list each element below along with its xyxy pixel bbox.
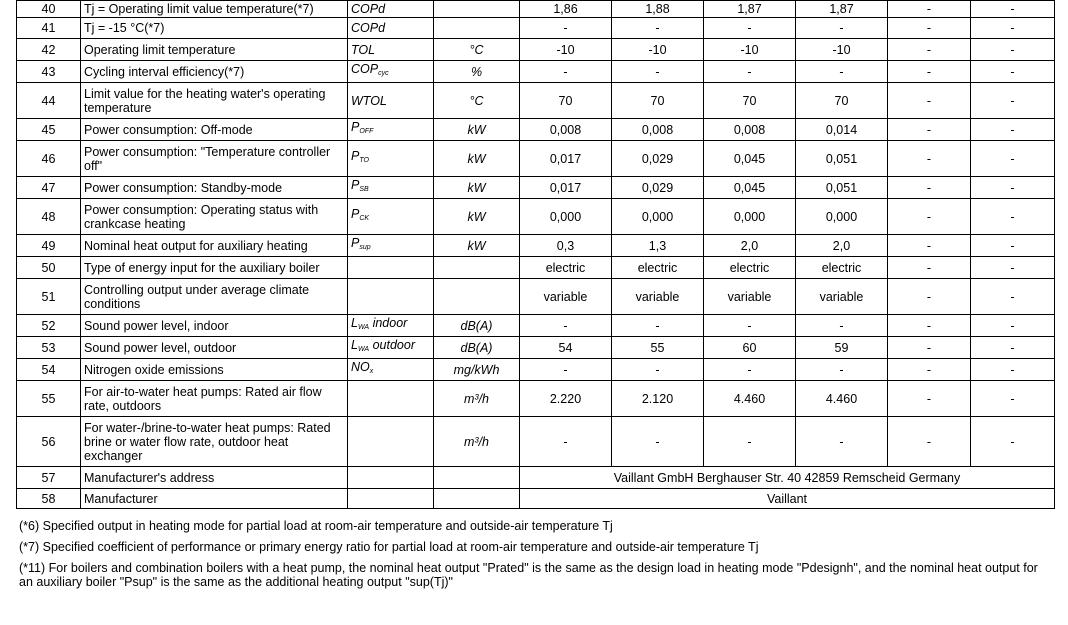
row-description: Type of energy input for the auxiliary boiler [81, 257, 348, 279]
row-number: 42 [17, 39, 81, 61]
symbol-subscript: TO [359, 157, 369, 164]
table-row [17, 257, 1055, 279]
symbol-main: P [351, 178, 360, 192]
row-unit: kW [434, 119, 520, 141]
empty-value-cell: - [888, 235, 971, 257]
value-cell: - [796, 315, 888, 337]
manufacturer-value: Vaillant [520, 489, 1055, 509]
table-row [17, 417, 1055, 467]
empty-value-cell: - [971, 18, 1055, 39]
row-description: Power consumption: Operating status with crankcase heating [81, 199, 348, 235]
table-row [17, 381, 1055, 417]
value-cell: 0,029 [612, 141, 704, 177]
value-cell: 1,86 [520, 1, 612, 18]
value-cell: 70 [520, 83, 612, 119]
value-cell: 0,045 [704, 177, 796, 199]
row-unit: kW [434, 177, 520, 199]
value-cell: 2.220 [520, 381, 612, 417]
symbol-main: COPd [351, 2, 386, 16]
value-cell: 0,3 [520, 235, 612, 257]
empty-value-cell: - [888, 381, 971, 417]
value-cell: 60 [704, 337, 796, 359]
symbol-main: COPd [351, 21, 386, 35]
row-symbol [348, 337, 434, 359]
row-description: Sound power level, outdoor [81, 337, 348, 359]
row-unit: dB(A) [434, 315, 520, 337]
symbol-subscript: SB [359, 186, 369, 193]
row-symbol [348, 61, 434, 83]
value-cell: electric [612, 257, 704, 279]
row-number: 53 [17, 337, 81, 359]
row-unit [434, 1, 520, 18]
value-cell: 2.120 [612, 381, 704, 417]
value-cell: electric [704, 257, 796, 279]
row-unit [434, 18, 520, 39]
value-cell: 1,87 [796, 1, 888, 18]
value-cell: 0,008 [520, 119, 612, 141]
row-symbol [348, 39, 434, 61]
value-cell: - [612, 315, 704, 337]
row-description: Tj = Operating limit value temperature(*7) [81, 1, 348, 18]
row-number: 44 [17, 83, 81, 119]
row-symbol [348, 417, 434, 467]
symbol-subscript: WA [357, 324, 370, 331]
empty-value-cell: - [971, 177, 1055, 199]
table-row [17, 141, 1055, 177]
value-cell: 0,000 [520, 199, 612, 235]
empty-value-cell: - [888, 177, 971, 199]
value-cell: -10 [796, 39, 888, 61]
row-description: Nitrogen oxide emissions [81, 359, 348, 381]
value-cell: 2,0 [796, 235, 888, 257]
row-description: Power consumption: "Temperature controller off" [81, 141, 348, 177]
symbol-main: WTOL [351, 93, 387, 108]
row-number: 49 [17, 235, 81, 257]
footnote-7: (*7) Specified coefficient of performance or primary energy ratio for partial load at room-air temperature and outside-air temperature Tj [19, 540, 759, 554]
value-cell: 4.460 [704, 381, 796, 417]
value-cell: - [520, 61, 612, 83]
symbol-subscript: x [369, 368, 374, 375]
value-cell: variable [704, 279, 796, 315]
row-description: For water-/brine-to-water heat pumps: Rated brine or water flow rate, outdoor heat exchanger [81, 417, 348, 467]
symbol-subscript: cyc [378, 70, 389, 77]
table-row [17, 279, 1055, 315]
value-cell: - [796, 359, 888, 381]
empty-value-cell: - [888, 1, 971, 18]
row-symbol [348, 489, 434, 509]
row-unit: mg/kWh [434, 359, 520, 381]
empty-value-cell: - [888, 359, 971, 381]
empty-value-cell: - [971, 315, 1055, 337]
empty-value-cell: - [971, 381, 1055, 417]
row-number: 58 [17, 489, 81, 509]
row-description: Tj = -15 °C(*7) [81, 18, 348, 39]
empty-value-cell: - [888, 257, 971, 279]
row-symbol [348, 279, 434, 315]
symbol-subscript: WA [357, 346, 370, 353]
row-symbol [348, 381, 434, 417]
row-unit: °C [434, 83, 520, 119]
row-description: Power consumption: Off-mode [81, 119, 348, 141]
value-cell: -10 [612, 39, 704, 61]
value-cell: 0,000 [612, 199, 704, 235]
value-cell: - [704, 315, 796, 337]
value-cell: electric [796, 257, 888, 279]
value-cell: 0,017 [520, 177, 612, 199]
row-number: 47 [17, 177, 81, 199]
empty-value-cell: - [888, 119, 971, 141]
value-cell: 0,008 [704, 119, 796, 141]
value-cell: variable [612, 279, 704, 315]
row-symbol [348, 467, 434, 489]
empty-value-cell: - [888, 337, 971, 359]
symbol-subscript: CK [359, 215, 370, 222]
row-unit: m³/h [434, 381, 520, 417]
specification-table [16, 0, 1055, 509]
empty-value-cell: - [971, 337, 1055, 359]
row-symbol [348, 141, 434, 177]
value-cell: - [704, 18, 796, 39]
value-cell: 54 [520, 337, 612, 359]
row-description: Limit value for the heating water's operating temperature [81, 83, 348, 119]
row-unit: m³/h [434, 417, 520, 467]
empty-value-cell: - [971, 417, 1055, 467]
empty-value-cell: - [971, 359, 1055, 381]
row-number: 50 [17, 257, 81, 279]
value-cell: 0,000 [704, 199, 796, 235]
value-cell: 2,0 [704, 235, 796, 257]
value-cell: variable [520, 279, 612, 315]
value-cell: - [520, 359, 612, 381]
value-cell: - [612, 417, 704, 467]
empty-value-cell: - [971, 83, 1055, 119]
row-symbol [348, 119, 434, 141]
value-cell: - [520, 315, 612, 337]
value-cell: - [704, 417, 796, 467]
table-row [17, 337, 1055, 359]
empty-value-cell: - [971, 39, 1055, 61]
value-cell: - [612, 18, 704, 39]
value-cell: 59 [796, 337, 888, 359]
row-unit: kW [434, 235, 520, 257]
row-number: 41 [17, 18, 81, 39]
row-number: 45 [17, 119, 81, 141]
symbol-main: NO [351, 360, 370, 374]
row-number: 43 [17, 61, 81, 83]
table-row [17, 467, 1055, 489]
row-description: Manufacturer's address [81, 467, 348, 489]
row-number: 55 [17, 381, 81, 417]
table-row [17, 119, 1055, 141]
row-number: 48 [17, 199, 81, 235]
row-number: 40 [17, 1, 81, 18]
value-cell: - [520, 417, 612, 467]
symbol-subscript: OFF [359, 128, 374, 135]
value-cell: 70 [704, 83, 796, 119]
row-description: Sound power level, indoor [81, 315, 348, 337]
row-unit [434, 467, 520, 489]
row-description: Cycling interval efficiency(*7) [81, 61, 348, 83]
row-symbol [348, 18, 434, 39]
empty-value-cell: - [971, 257, 1055, 279]
row-description: Manufacturer [81, 489, 348, 509]
empty-value-cell: - [971, 141, 1055, 177]
empty-value-cell: - [888, 141, 971, 177]
symbol-main: P [351, 149, 360, 163]
symbol-main: P [351, 207, 360, 221]
value-cell: - [796, 417, 888, 467]
value-cell: 0,000 [796, 199, 888, 235]
symbol-suffix: indoor [369, 316, 408, 330]
value-cell: 0,051 [796, 141, 888, 177]
value-cell: - [796, 18, 888, 39]
value-cell: 1,3 [612, 235, 704, 257]
row-description: Controlling output under average climate conditions [81, 279, 348, 315]
value-cell: 0,029 [612, 177, 704, 199]
row-symbol [348, 199, 434, 235]
row-number: 46 [17, 141, 81, 177]
empty-value-cell: - [888, 18, 971, 39]
table-row [17, 18, 1055, 39]
row-symbol [348, 83, 434, 119]
value-cell: - [520, 18, 612, 39]
table-row [17, 315, 1055, 337]
value-cell: 70 [796, 83, 888, 119]
row-unit [434, 257, 520, 279]
value-cell: 1,87 [704, 1, 796, 18]
value-cell: 0,008 [612, 119, 704, 141]
empty-value-cell: - [888, 39, 971, 61]
footnote-11: (*11) For boilers and combination boilers with a heat pump, the nominal heat output "Prated" is the same as the design load in heating mode "Pdesignh", and the nominal heat output for an auxiliary boiler "Psup" is the same as the additional heating output "sup(Tj)" [19, 561, 1038, 589]
row-symbol [348, 1, 434, 18]
table-row [17, 235, 1055, 257]
row-description: For air-to-water heat pumps: Rated air flow rate, outdoors [81, 381, 348, 417]
value-cell: electric [520, 257, 612, 279]
row-number: 51 [17, 279, 81, 315]
symbol-main: L [351, 316, 358, 330]
row-number: 54 [17, 359, 81, 381]
table-row [17, 199, 1055, 235]
table-row [17, 39, 1055, 61]
symbol-main: L [351, 338, 358, 352]
table-row [17, 359, 1055, 381]
empty-value-cell: - [971, 119, 1055, 141]
row-description: Operating limit temperature [81, 39, 348, 61]
empty-value-cell: - [888, 279, 971, 315]
table-row [17, 61, 1055, 83]
footnotes [19, 519, 1054, 596]
row-unit [434, 279, 520, 315]
row-number: 57 [17, 467, 81, 489]
symbol-main: TOL [351, 42, 376, 57]
value-cell: 0,017 [520, 141, 612, 177]
row-symbol [348, 257, 434, 279]
row-symbol [348, 359, 434, 381]
value-cell: - [704, 359, 796, 381]
value-cell: 0,045 [704, 141, 796, 177]
row-symbol [348, 177, 434, 199]
empty-value-cell: - [971, 235, 1055, 257]
table-row [17, 1, 1055, 18]
row-symbol [348, 235, 434, 257]
value-cell: -10 [520, 39, 612, 61]
symbol-suffix: outdoor [369, 338, 415, 352]
value-cell: 70 [612, 83, 704, 119]
value-cell: 1,88 [612, 1, 704, 18]
empty-value-cell: - [888, 199, 971, 235]
manufacturer-value: Vaillant GmbH Berghauser Str. 40 42859 Remscheid Germany [520, 467, 1055, 489]
value-cell: -10 [704, 39, 796, 61]
row-number: 56 [17, 417, 81, 467]
row-description: Power consumption: Standby-mode [81, 177, 348, 199]
table-row [17, 489, 1055, 509]
value-cell: 0,014 [796, 119, 888, 141]
row-number: 52 [17, 315, 81, 337]
table-row [17, 83, 1055, 119]
footnote-6: (*6) Specified output in heating mode for partial load at room-air temperature and outside-air temperature Tj [19, 519, 613, 533]
symbol-subscript: sup [359, 244, 371, 251]
empty-value-cell: - [971, 199, 1055, 235]
empty-value-cell: - [888, 83, 971, 119]
empty-value-cell: - [971, 279, 1055, 315]
row-unit: dB(A) [434, 337, 520, 359]
symbol-main: P [351, 120, 360, 134]
empty-value-cell: - [888, 315, 971, 337]
value-cell: variable [796, 279, 888, 315]
row-unit: % [434, 61, 520, 83]
row-unit: kW [434, 199, 520, 235]
value-cell: 4.460 [796, 381, 888, 417]
value-cell: - [796, 61, 888, 83]
empty-value-cell: - [971, 61, 1055, 83]
row-symbol [348, 315, 434, 337]
value-cell: 55 [612, 337, 704, 359]
row-unit: °C [434, 39, 520, 61]
row-unit: kW [434, 141, 520, 177]
value-cell: - [704, 61, 796, 83]
row-description: Nominal heat output for auxiliary heating [81, 235, 348, 257]
empty-value-cell: - [888, 61, 971, 83]
empty-value-cell: - [888, 417, 971, 467]
empty-value-cell: - [971, 1, 1055, 18]
value-cell: 0,051 [796, 177, 888, 199]
table-row [17, 177, 1055, 199]
row-unit [434, 489, 520, 509]
symbol-main: COP [351, 62, 379, 76]
value-cell: - [612, 61, 704, 83]
value-cell: - [612, 359, 704, 381]
symbol-main: P [351, 236, 360, 250]
